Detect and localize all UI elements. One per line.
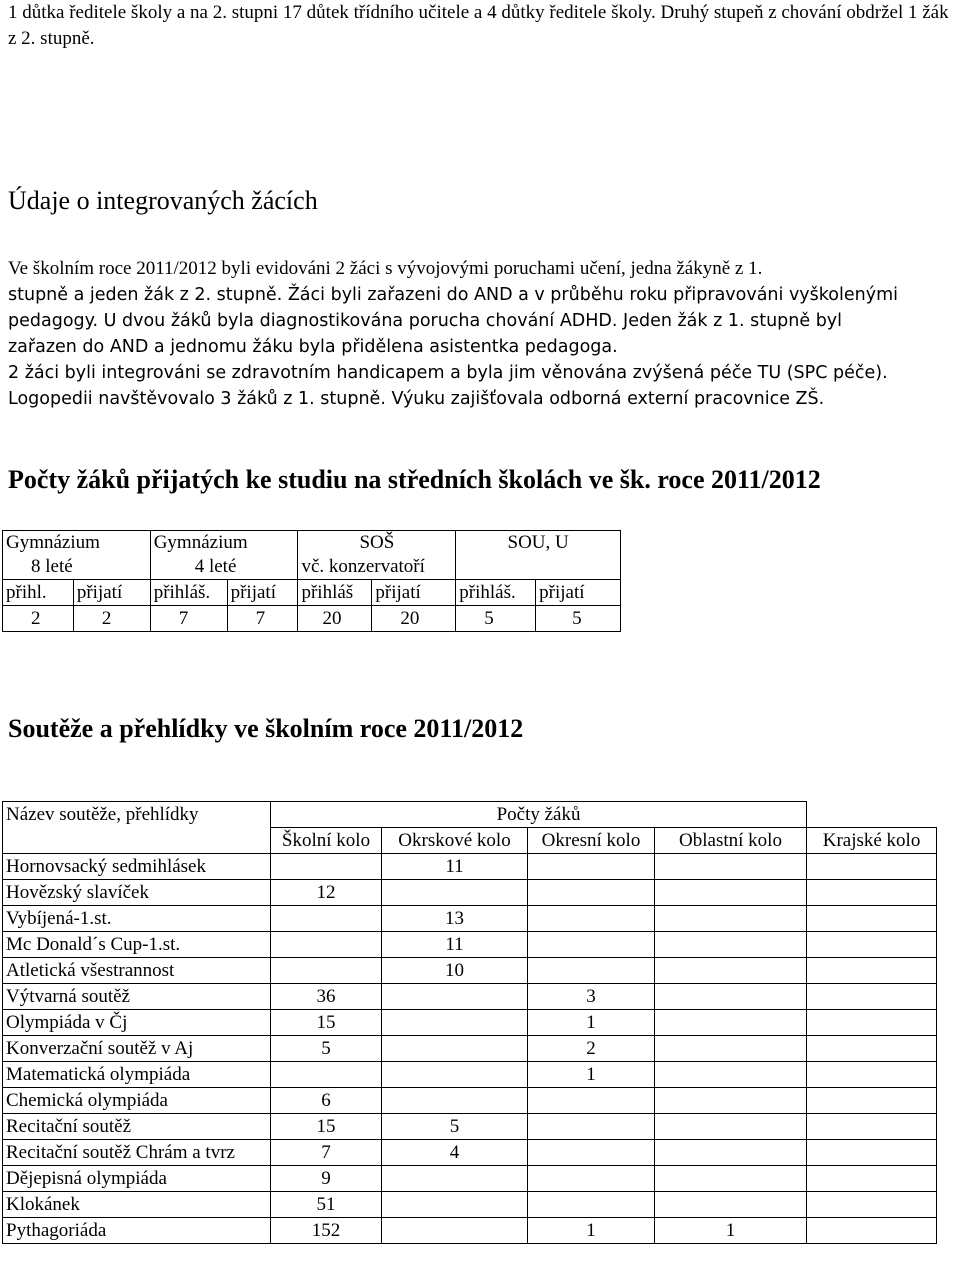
school-type-name: SOŠ [359,532,395,553]
count-cell [655,854,807,880]
value-cell: 5 [536,606,621,632]
count-cell [271,854,382,880]
integrated-line: 2 žáci byli integrováni se zdravotním handicapem a byla jim věnována zvýšená péče TU (SPC péče). [8,363,888,383]
competition-name: Olympiáda v Čj [3,1010,271,1036]
count-cell: 51 [271,1192,382,1218]
value-cell: 20 [298,606,372,632]
intro-paragraph: 1 důtka ředitele školy a na 2. stupni 17 důtek třídního učitele a 4 důtky ředitele školy. Druhý stupeň z chování obdržel 1 žák z 2. stupně. [8,2,949,49]
competition-name: Výtvarná soutěž [3,984,271,1010]
count-cell [382,1192,528,1218]
count-cell: 11 [382,932,528,958]
admissions-subheader-row [3,580,621,606]
count-cell [655,1114,807,1140]
value-cell: 7 [227,606,298,632]
count-cell [655,958,807,984]
competitions-table [2,801,937,1244]
count-cell [807,1192,937,1218]
integrated-paragraph [8,256,953,412]
level-header: Okresní kolo [528,828,655,854]
count-cell: 4 [382,1140,528,1166]
count-cell: 6 [271,1088,382,1114]
competition-name: Matematická olympiáda [3,1062,271,1088]
count-cell: 12 [271,880,382,906]
count-cell [807,1114,937,1140]
count-cell [528,1088,655,1114]
table-row [3,880,937,906]
competition-name: Dějepisná olympiáda [3,1166,271,1192]
table-row [3,1062,937,1088]
count-cell [382,1166,528,1192]
count-cell [807,880,937,906]
school-type-sub [456,555,621,580]
count-cell [655,1192,807,1218]
school-type-sub: vč. konzervatoří [298,555,456,580]
school-type-sub: 4 leté [150,555,298,580]
count-cell: 152 [271,1218,382,1244]
col-name-header: Název soutěže, přehlídky [3,802,271,854]
count-cell [655,1088,807,1114]
school-type-cell [456,531,621,556]
school-type-cell [298,531,456,556]
count-cell [528,854,655,880]
count-cell: 3 [528,984,655,1010]
subheader-cell: přihláš [298,580,372,606]
table-row [3,1036,937,1062]
count-cell: 9 [271,1166,382,1192]
count-cell [528,958,655,984]
count-cell [528,1114,655,1140]
col-group-header: Počty žáků [271,802,807,828]
admissions-table [2,530,621,632]
value-cell: 20 [372,606,456,632]
count-cell [528,1140,655,1166]
count-cell [382,880,528,906]
school-type-name: SOU, U [507,532,569,553]
table-row [3,1192,937,1218]
level-header: Oblastní kolo [655,828,807,854]
empty-cell [807,802,937,828]
integrated-line: stupně a jeden žák z 2. stupně. Žáci byli zařazeni do AND a v průběhu roku připravováni vyškolenými [8,285,898,305]
competition-name: Mc Donald´s Cup-1.st. [3,932,271,958]
count-cell [271,1062,382,1088]
count-cell [807,1010,937,1036]
count-cell [528,932,655,958]
subheader-cell: přijatí [227,580,298,606]
admissions-type-row-2 [3,555,621,580]
count-cell [655,880,807,906]
school-type-sub: 8 leté [3,555,151,580]
school-type-name: Gymnázium [6,532,100,553]
count-cell [528,906,655,932]
table-row [3,1218,937,1244]
count-cell [655,1062,807,1088]
school-type-cell [150,531,298,556]
table-row [3,1010,937,1036]
value-cell: 7 [150,606,227,632]
integrated-line: zařazen do AND a jednomu žáku byla přidělena asistentka pedagoga. [8,337,618,357]
subheader-cell: přihláš. [456,580,536,606]
count-cell [807,958,937,984]
table-row [3,1166,937,1192]
admissions-heading: Počty žáků přijatých ke studiu na středních školách ve šk. roce 2011/2012 [8,465,821,494]
count-cell: 1 [528,1062,655,1088]
competition-name: Chemická olympiáda [3,1088,271,1114]
count-cell: 11 [382,854,528,880]
count-cell [528,1192,655,1218]
competition-name: Atletická všestrannost [3,958,271,984]
count-cell [528,880,655,906]
competition-name: Hovězský slavíček [3,880,271,906]
level-header: Okrskové kolo [382,828,528,854]
count-cell [807,932,937,958]
table-row [3,1088,937,1114]
count-cell [807,854,937,880]
count-cell: 10 [382,958,528,984]
integrated-line: pedagogy. U dvou žáků byla diagnostikována porucha chování ADHD. Jeden žák z 1. stupně byl [8,311,843,331]
count-cell: 13 [382,906,528,932]
count-cell [382,1010,528,1036]
count-cell: 1 [528,1010,655,1036]
school-type-name: Gymnázium [153,532,248,553]
subheader-cell: přijatí [73,580,150,606]
level-header: Školní kolo [271,828,382,854]
table-row [3,958,937,984]
competition-name: Recitační soutěž Chrám a tvrz [3,1140,271,1166]
count-cell: 1 [528,1218,655,1244]
count-cell [655,1010,807,1036]
count-cell [271,958,382,984]
count-cell [655,1036,807,1062]
count-cell: 36 [271,984,382,1010]
count-cell [807,1036,937,1062]
table-row [3,932,937,958]
count-cell: 7 [271,1140,382,1166]
count-cell: 5 [382,1114,528,1140]
competitions-heading: Soutěže a přehlídky ve školním roce 2011/2012 [8,714,524,743]
count-cell [655,984,807,1010]
count-cell [382,1062,528,1088]
count-cell [655,932,807,958]
competition-name: Pythagoriáda [3,1218,271,1244]
count-cell [271,906,382,932]
competition-name: Recitační soutěž [3,1114,271,1140]
table-row [3,906,937,932]
count-cell [807,984,937,1010]
integrated-line: Logopedii navštěvovalo 3 žáků z 1. stupně. Výuku zajišťovala odborná externí pracovnice ZŠ. [8,389,825,409]
count-cell [528,1166,655,1192]
value-cell: 5 [456,606,536,632]
integrated-line: Ve školním roce 2011/2012 byli evidováni 2 žáci s vývojovými poruchami učení, jedna žákyně z 1. [8,258,763,279]
count-cell [382,1036,528,1062]
competition-name: Hornovsacký sedmihlásek [3,854,271,880]
competition-name: Klokánek [3,1192,271,1218]
count-cell [655,1166,807,1192]
count-cell [807,1062,937,1088]
school-type-cell [3,531,151,556]
admissions-values-row [3,606,621,632]
count-cell [807,1218,937,1244]
count-cell: 1 [655,1218,807,1244]
subheader-cell: přijatí [536,580,621,606]
value-cell: 2 [3,606,74,632]
subheader-cell: přijatí [372,580,456,606]
competitions-header-row [3,802,937,828]
admissions-type-row [3,531,621,556]
count-cell [382,984,528,1010]
competitions-body [3,854,937,1244]
value-cell: 2 [73,606,150,632]
count-cell [382,1218,528,1244]
table-row [3,1114,937,1140]
count-cell [655,1140,807,1166]
count-cell [655,906,807,932]
level-header: Krajské kolo [807,828,937,854]
subheader-cell: přihl. [3,580,74,606]
table-row [3,854,937,880]
integrated-heading: Údaje o integrovaných žácích [8,186,318,215]
count-cell [807,1140,937,1166]
count-cell [807,906,937,932]
count-cell: 15 [271,1114,382,1140]
competition-name: Konverzační soutěž v Aj [3,1036,271,1062]
table-row [3,1140,937,1166]
count-cell [271,932,382,958]
count-cell: 5 [271,1036,382,1062]
count-cell: 2 [528,1036,655,1062]
count-cell [807,1166,937,1192]
count-cell: 15 [271,1010,382,1036]
subheader-cell: přihláš. [150,580,227,606]
competition-name: Vybíjená-1.st. [3,906,271,932]
count-cell [807,1088,937,1114]
count-cell [382,1088,528,1114]
table-row [3,984,937,1010]
